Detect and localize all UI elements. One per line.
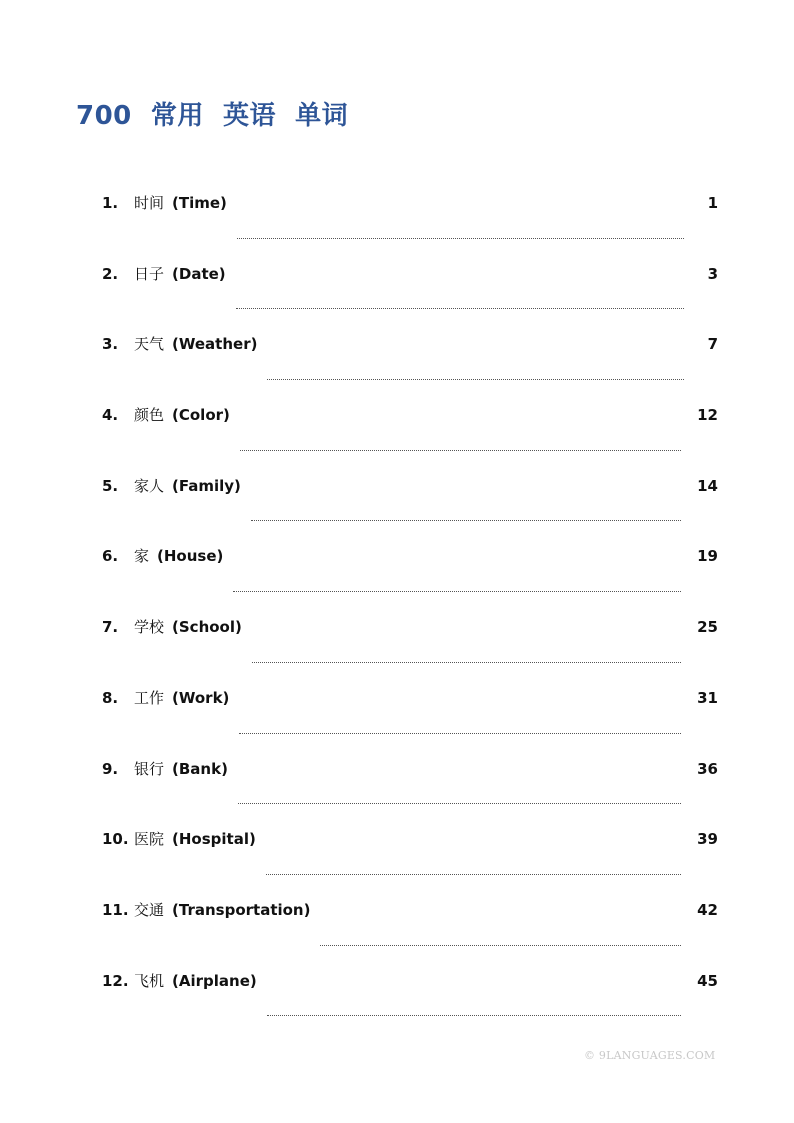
toc-dot-leader <box>238 802 681 804</box>
toc-english-title: (Transportation) <box>172 900 311 919</box>
toc-page-number: 25 <box>697 618 718 637</box>
toc-dot-leader <box>252 661 681 663</box>
toc-number: 3. <box>102 335 119 354</box>
toc-entry[interactable] <box>102 471 718 542</box>
toc-english-title: (School) <box>172 618 242 637</box>
toc-chinese-title: 家 <box>134 547 150 566</box>
toc-chinese-title: 家人 <box>134 476 165 495</box>
toc-english-title: (Time) <box>172 194 227 212</box>
toc-page-number: 36 <box>697 759 718 778</box>
toc-entry[interactable] <box>102 966 718 1037</box>
toc-dot-leader <box>251 519 681 521</box>
toc-english-title: (Date) <box>172 264 226 283</box>
toc-number: 9. <box>102 759 119 778</box>
toc-entry[interactable] <box>102 259 718 330</box>
toc-dot-leader <box>239 732 681 734</box>
toc-entry[interactable] <box>102 400 718 471</box>
toc-entry[interactable] <box>102 754 718 825</box>
toc-chinese-title: 交通 <box>134 900 165 919</box>
toc-number: 8. <box>102 688 119 707</box>
toc-chinese-title: 天气 <box>134 335 165 354</box>
toc-dot-leader <box>240 449 681 451</box>
toc-entry[interactable] <box>102 541 718 612</box>
toc-number: 6. <box>102 547 119 566</box>
toc-entry[interactable] <box>102 824 718 895</box>
table-of-contents <box>102 188 718 1036</box>
toc-number: 1. <box>102 194 119 212</box>
toc-chinese-title: 日子 <box>134 264 165 283</box>
toc-number: 2. <box>102 264 119 283</box>
toc-number: 4. <box>102 406 119 425</box>
toc-page-number: 1 <box>707 194 718 212</box>
toc-chinese-title: 银行 <box>134 759 165 778</box>
toc-page-number: 7 <box>707 335 718 354</box>
toc-chinese-title: 颜色 <box>134 406 165 425</box>
toc-dot-leader <box>236 307 684 309</box>
toc-english-title: (Color) <box>172 406 230 425</box>
toc-entry[interactable] <box>102 329 718 400</box>
toc-page-number: 42 <box>697 900 718 919</box>
toc-english-title: (Weather) <box>172 335 258 354</box>
toc-english-title: (Airplane) <box>172 971 257 990</box>
toc-page-number: 12 <box>697 406 718 425</box>
toc-chinese-title: 工作 <box>134 688 165 707</box>
toc-page-number: 39 <box>697 830 718 849</box>
toc-page-number: 3 <box>707 264 718 283</box>
toc-page-number: 31 <box>697 688 718 707</box>
toc-chinese-title: 飞机 <box>134 971 165 990</box>
toc-dot-leader <box>237 237 684 239</box>
toc-chinese-title: 医院 <box>134 830 165 849</box>
toc-dot-leader <box>266 873 681 875</box>
toc-number: 7. <box>102 618 119 637</box>
toc-number: 5. <box>102 476 119 495</box>
toc-dot-leader <box>233 590 681 592</box>
toc-page-number: 14 <box>697 476 718 495</box>
toc-english-title: (Work) <box>172 688 230 707</box>
toc-english-title: (Bank) <box>172 759 228 778</box>
toc-entry[interactable] <box>102 612 718 683</box>
toc-english-title: (Family) <box>172 476 241 495</box>
toc-dot-leader <box>267 1014 681 1016</box>
toc-chinese-title: 时间 <box>134 194 165 212</box>
toc-page-number: 45 <box>697 971 718 990</box>
toc-english-title: (House) <box>157 547 224 566</box>
toc-dot-leader <box>267 378 684 380</box>
copyright-footer: © 9LANGUAGES.COM <box>584 1049 716 1062</box>
toc-number: 11. <box>102 900 129 919</box>
toc-english-title: (Hospital) <box>172 830 256 849</box>
toc-entry[interactable] <box>102 683 718 754</box>
page-title: 700 常用 英语 单词 <box>76 101 349 132</box>
toc-number: 10. <box>102 830 129 849</box>
toc-number: 12. <box>102 971 129 990</box>
toc-entry[interactable] <box>102 895 718 966</box>
toc-page-number: 19 <box>697 547 718 566</box>
toc-dot-leader <box>320 944 681 946</box>
toc-entry[interactable] <box>102 188 718 259</box>
toc-chinese-title: 学校 <box>134 618 165 637</box>
